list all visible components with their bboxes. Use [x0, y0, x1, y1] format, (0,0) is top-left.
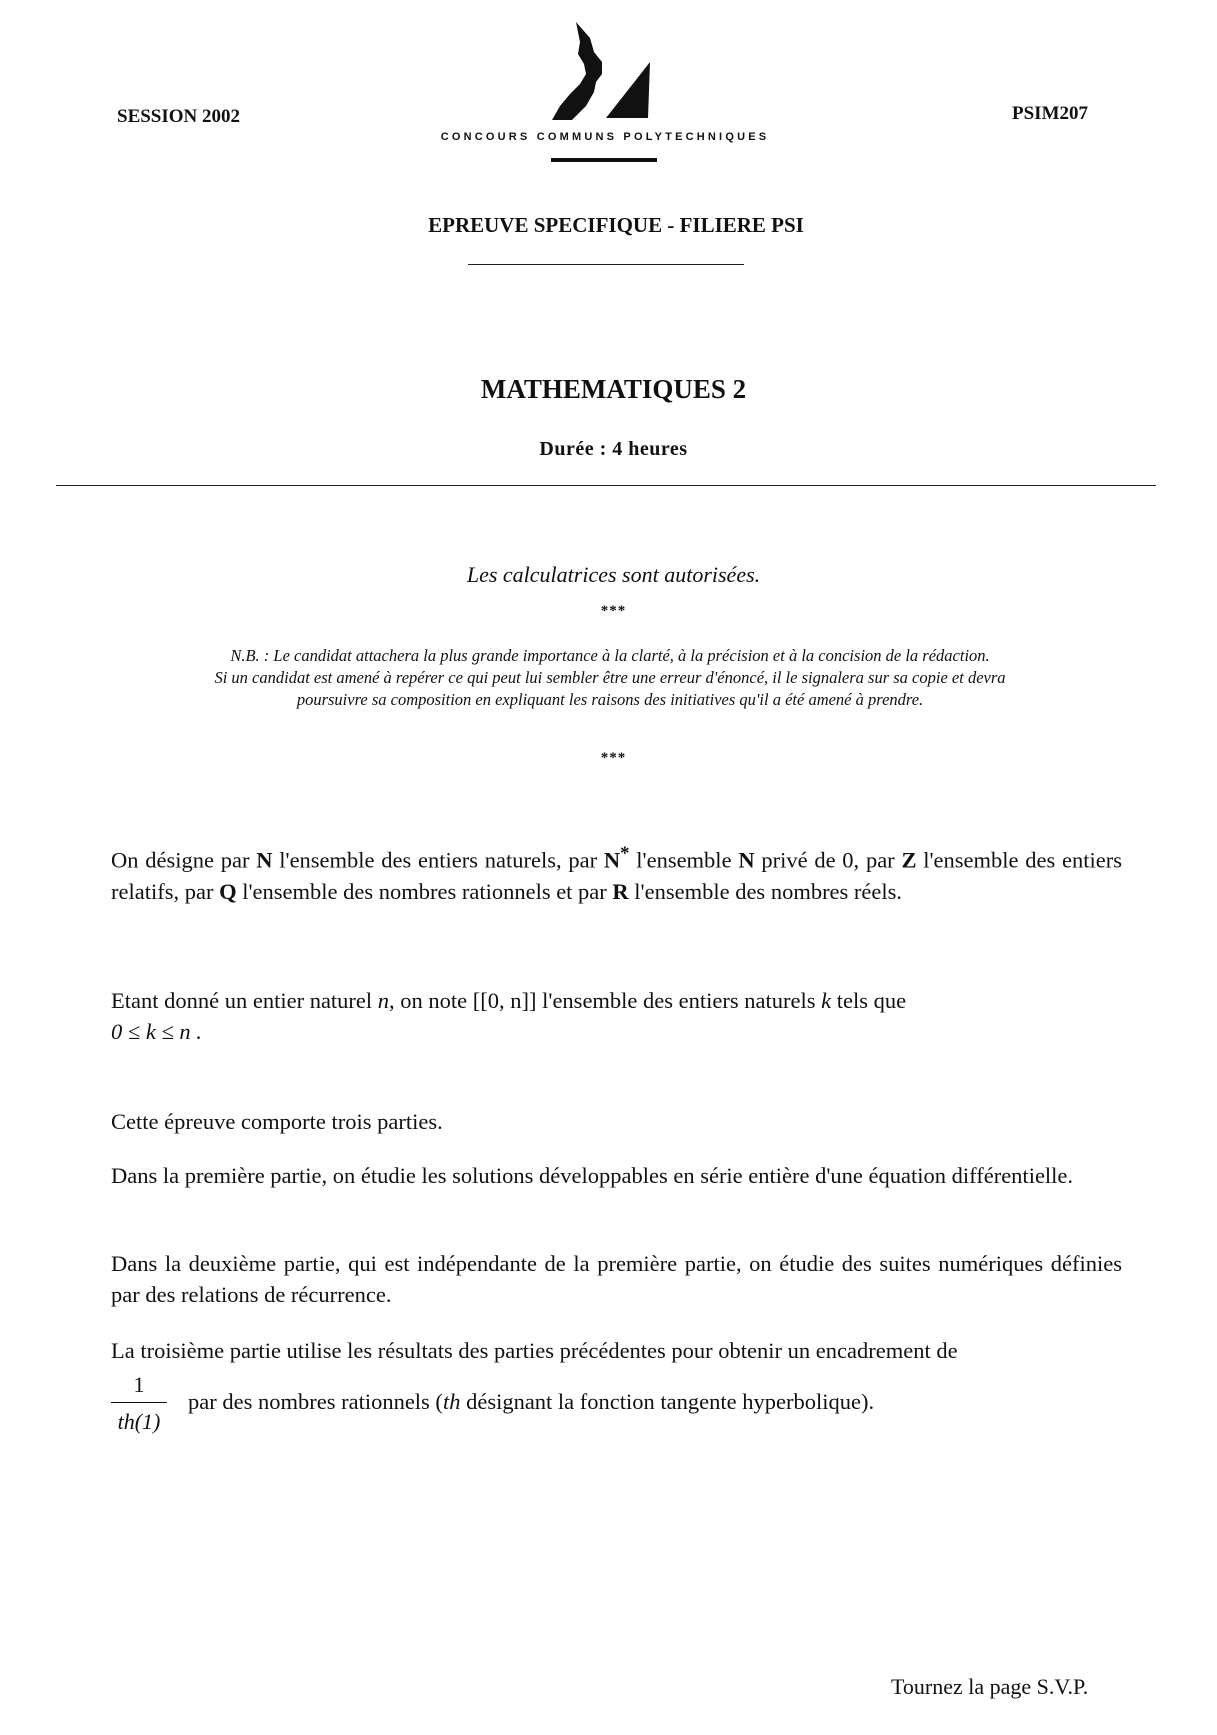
nb-line: poursuivre sa composition en expliquant les raisons des initiatives qu'il a été amené à prendre. [296, 690, 924, 709]
nb-notice [110, 645, 1110, 711]
inequality: 0 ≤ k ≤ n . [111, 1019, 202, 1044]
calculator-notice: Les calculatrices sont autorisées. [466, 562, 761, 587]
logo-underline [551, 158, 657, 162]
part3-paragraph: La troisième partie utilise les résultats des parties précédentes pour obtenir un encadrement de [111, 1338, 958, 1363]
divider-long [56, 485, 1156, 486]
exam-code: PSIM207 [1012, 103, 1088, 124]
integer-interval: [[0, n]] [472, 988, 537, 1013]
fraction-bar [111, 1402, 167, 1403]
separator-stars: *** [600, 750, 627, 766]
nb-line: Si un candidat est amené à repérer ce qui peut lui sembler être une erreur d'énoncé, il le signalera sur sa copie et devra [214, 668, 1006, 687]
epreuve-heading: EPREUVE SPECIFIQUE - FILIERE PSI [428, 213, 804, 237]
fraction-denominator: th(1) [117, 1409, 161, 1434]
logo-caption: CONCOURS COMMUNS POLYTECHNIQUES [440, 131, 770, 143]
notation-paragraph: On désigne par N l'ensemble des entiers naturels, par N* l'ensemble N privé de 0, par Z l'ensemble des entiers relatifs, par Q l'ensemble des nombres rationnels et par R l'ensemble des nombres réels. [111, 843, 1122, 904]
part2-paragraph: Dans la deuxième partie, qui est indépendante de la première partie, on étudie des suites numériques définies par des relations de récurrence. [111, 1251, 1122, 1307]
intro-paragraph: Cette épreuve comporte trois parties. [111, 1109, 443, 1134]
interval-paragraph: Etant donné un entier naturel n, on note [[0, n]] l'ensemble des entiers naturels k tels que 0 ≤ k ≤ n . [111, 988, 907, 1044]
page-title: MATHEMATIQUES 2 [480, 374, 747, 404]
part1-paragraph: Dans la première partie, on étudie les solutions développables en série entière d'une équation différentielle. [111, 1163, 1074, 1188]
divider-short [468, 264, 744, 265]
fraction-numerator: 1 [133, 1372, 145, 1397]
nb-line: N.B. : Le candidat attachera la plus grande importance à la clarté, à la précision et à la concision de la rédaction. [230, 646, 990, 665]
session-label: SESSION 2002 [117, 106, 241, 127]
fraction-description: par des nombres rationnels (th désignant la fonction tangente hyperbolique). [188, 1389, 875, 1414]
fraction-line [111, 1370, 1111, 1450]
fraction [111, 1370, 167, 1437]
duration-label: Durée : 4 heures [539, 438, 688, 460]
concours-logo-icon [550, 18, 660, 130]
separator-stars: *** [600, 603, 627, 619]
turn-page-label: Tournez la page S.V.P. [891, 1674, 1089, 1699]
